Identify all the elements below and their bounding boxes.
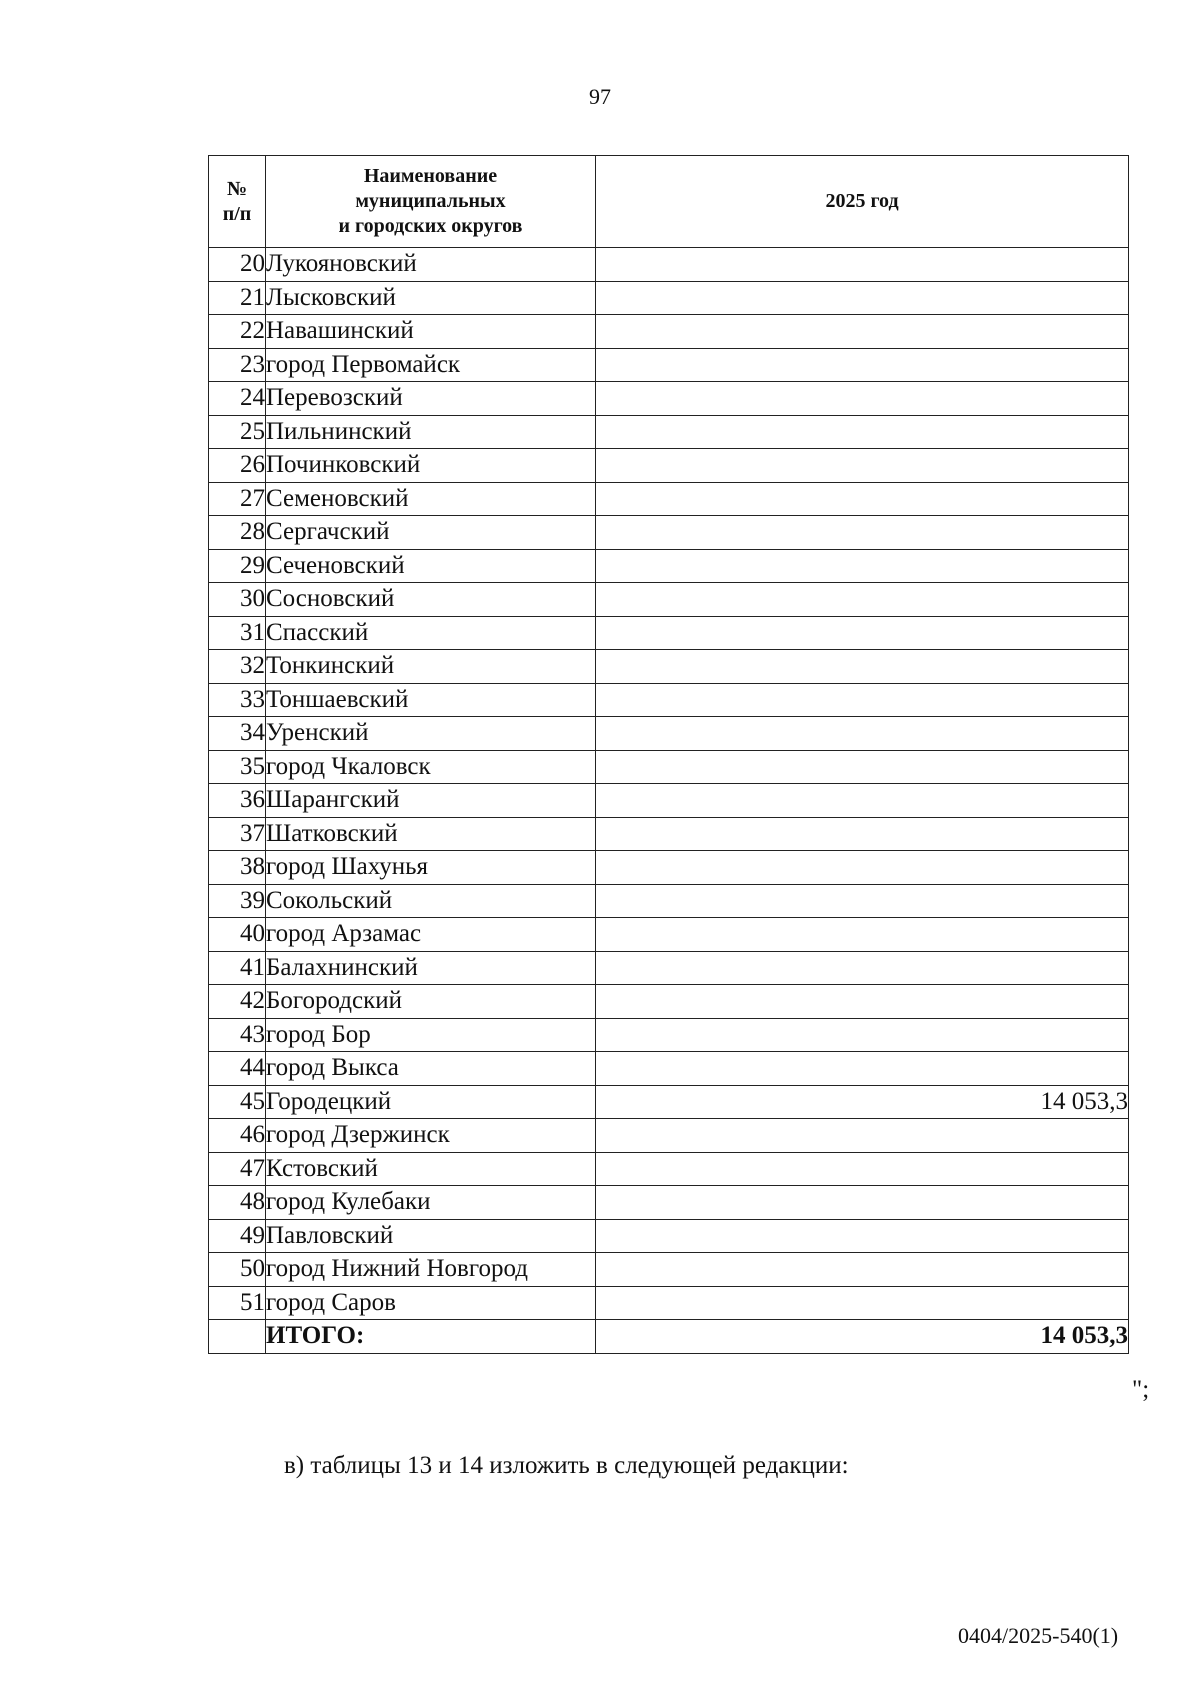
header-municipality-name: Наименование муниципальных и городских округов xyxy=(266,156,596,248)
table-row xyxy=(209,348,1129,382)
row-number: 42 xyxy=(209,985,266,1019)
row-municipality-name: город Бор xyxy=(266,1018,596,1052)
row-municipality-name: Шатковский xyxy=(266,817,596,851)
row-number: 29 xyxy=(209,549,266,583)
row-value-2025 xyxy=(596,583,1129,617)
table-body xyxy=(209,248,1129,1354)
row-municipality-name: город Саров xyxy=(266,1286,596,1320)
row-value-2025 xyxy=(596,717,1129,751)
row-value-2025 xyxy=(596,616,1129,650)
row-municipality-name: Городецкий xyxy=(266,1085,596,1119)
table-row xyxy=(209,1186,1129,1220)
row-number: 32 xyxy=(209,650,266,684)
table-row xyxy=(209,516,1129,550)
table-row xyxy=(209,1052,1129,1086)
row-number: 49 xyxy=(209,1219,266,1253)
row-value-2025 xyxy=(596,1052,1129,1086)
table-row xyxy=(209,884,1129,918)
row-municipality-name: город Кулебаки xyxy=(266,1186,596,1220)
row-value-2025 xyxy=(596,1018,1129,1052)
table-row xyxy=(209,750,1129,784)
row-value-2025 xyxy=(596,1186,1129,1220)
row-municipality-name: Спасский xyxy=(266,616,596,650)
page-number: 97 xyxy=(589,84,611,109)
row-value-2025 xyxy=(596,683,1129,717)
row-number: 46 xyxy=(209,1119,266,1153)
row-value-2025: 14 053,3 xyxy=(596,1085,1129,1119)
table-row xyxy=(209,281,1129,315)
table-row xyxy=(209,951,1129,985)
row-number: 40 xyxy=(209,918,266,952)
row-number: 35 xyxy=(209,750,266,784)
table-row xyxy=(209,449,1129,483)
row-municipality-name: Пильнинский xyxy=(266,415,596,449)
row-value-2025 xyxy=(596,482,1129,516)
total-number xyxy=(209,1320,266,1354)
row-value-2025 xyxy=(596,382,1129,416)
row-municipality-name: Павловский xyxy=(266,1219,596,1253)
row-municipality-name: город Выкса xyxy=(266,1052,596,1086)
row-number: 37 xyxy=(209,817,266,851)
table-row xyxy=(209,1085,1129,1119)
row-value-2025 xyxy=(596,348,1129,382)
row-municipality-name: Сокольский xyxy=(266,884,596,918)
row-number: 26 xyxy=(209,449,266,483)
row-municipality-name: Семеновский xyxy=(266,482,596,516)
row-municipality-name: Перевозский xyxy=(266,382,596,416)
table-row xyxy=(209,985,1129,1019)
closing-quote-mark: "; xyxy=(1132,1376,1150,1403)
row-number: 28 xyxy=(209,516,266,550)
row-number: 30 xyxy=(209,583,266,617)
table-row xyxy=(209,248,1129,282)
row-number: 39 xyxy=(209,884,266,918)
allocation-table xyxy=(208,155,1129,1354)
row-municipality-name: город Дзержинск xyxy=(266,1119,596,1153)
table-row xyxy=(209,583,1129,617)
row-municipality-name: Кстовский xyxy=(266,1152,596,1186)
row-number: 34 xyxy=(209,717,266,751)
row-value-2025 xyxy=(596,281,1129,315)
row-number: 33 xyxy=(209,683,266,717)
row-number: 44 xyxy=(209,1052,266,1086)
row-value-2025 xyxy=(596,784,1129,818)
row-municipality-name: Уренский xyxy=(266,717,596,751)
row-value-2025 xyxy=(596,549,1129,583)
row-value-2025 xyxy=(596,884,1129,918)
total-value: 14 053,3 xyxy=(596,1320,1129,1354)
table-row xyxy=(209,784,1129,818)
row-number: 43 xyxy=(209,1018,266,1052)
document-code: 0404/2025-540(1) xyxy=(958,1623,1119,1648)
total-label: ИТОГО: xyxy=(266,1320,596,1354)
row-value-2025 xyxy=(596,951,1129,985)
row-value-2025 xyxy=(596,449,1129,483)
table-row xyxy=(209,415,1129,449)
row-number: 47 xyxy=(209,1152,266,1186)
table-row xyxy=(209,1286,1129,1320)
row-municipality-name: Тонкинский xyxy=(266,650,596,684)
row-number: 25 xyxy=(209,415,266,449)
row-municipality-name: город Первомайск xyxy=(266,348,596,382)
table-row xyxy=(209,851,1129,885)
header-year-2025: 2025 год xyxy=(596,156,1129,248)
row-municipality-name: Сосновский xyxy=(266,583,596,617)
row-municipality-name: город Арзамас xyxy=(266,918,596,952)
row-value-2025 xyxy=(596,1219,1129,1253)
table-total-row xyxy=(209,1320,1129,1354)
row-municipality-name: Шарангский xyxy=(266,784,596,818)
row-municipality-name: Богородский xyxy=(266,985,596,1019)
row-value-2025 xyxy=(596,1152,1129,1186)
table-row xyxy=(209,1119,1129,1153)
table-row xyxy=(209,616,1129,650)
row-number: 21 xyxy=(209,281,266,315)
header-number: № п/п xyxy=(209,156,266,248)
row-municipality-name: город Чкаловск xyxy=(266,750,596,784)
row-value-2025 xyxy=(596,851,1129,885)
row-number: 24 xyxy=(209,382,266,416)
row-number: 38 xyxy=(209,851,266,885)
row-number: 45 xyxy=(209,1085,266,1119)
table-row xyxy=(209,482,1129,516)
row-municipality-name: Навашинский xyxy=(266,315,596,349)
row-value-2025 xyxy=(596,516,1129,550)
row-number: 20 xyxy=(209,248,266,282)
row-number: 23 xyxy=(209,348,266,382)
table-row xyxy=(209,650,1129,684)
table-row xyxy=(209,382,1129,416)
row-value-2025 xyxy=(596,750,1129,784)
row-number: 27 xyxy=(209,482,266,516)
row-number: 36 xyxy=(209,784,266,818)
row-municipality-name: Починковский xyxy=(266,449,596,483)
instruction-text: в) таблицы 13 и 14 изложить в следующей редакции: xyxy=(284,1452,849,1479)
row-municipality-name: город Нижний Новгород xyxy=(266,1253,596,1287)
row-value-2025 xyxy=(596,985,1129,1019)
row-value-2025 xyxy=(596,415,1129,449)
row-value-2025 xyxy=(596,918,1129,952)
row-value-2025 xyxy=(596,1253,1129,1287)
row-municipality-name: Балахнинский xyxy=(266,951,596,985)
table-row xyxy=(209,918,1129,952)
table-row xyxy=(209,1018,1129,1052)
table-row xyxy=(209,549,1129,583)
table-row xyxy=(209,683,1129,717)
row-municipality-name: город Шахунья xyxy=(266,851,596,885)
row-municipality-name: Лысковский xyxy=(266,281,596,315)
row-municipality-name: Лукояновский xyxy=(266,248,596,282)
row-number: 31 xyxy=(209,616,266,650)
table-row xyxy=(209,1152,1129,1186)
table-row xyxy=(209,1253,1129,1287)
table-row xyxy=(209,1219,1129,1253)
row-municipality-name: Сергачский xyxy=(266,516,596,550)
row-number: 48 xyxy=(209,1186,266,1220)
row-number: 50 xyxy=(209,1253,266,1287)
allocation-table-container xyxy=(208,155,1128,1354)
row-value-2025 xyxy=(596,817,1129,851)
row-number: 51 xyxy=(209,1286,266,1320)
row-value-2025 xyxy=(596,650,1129,684)
row-municipality-name: Тоншаевский xyxy=(266,683,596,717)
table-row xyxy=(209,817,1129,851)
row-municipality-name: Сеченовский xyxy=(266,549,596,583)
row-value-2025 xyxy=(596,1286,1129,1320)
row-number: 22 xyxy=(209,315,266,349)
row-value-2025 xyxy=(596,315,1129,349)
table-header-row xyxy=(209,156,1129,248)
row-number: 41 xyxy=(209,951,266,985)
row-value-2025 xyxy=(596,248,1129,282)
row-value-2025 xyxy=(596,1119,1129,1153)
table-row xyxy=(209,315,1129,349)
table-row xyxy=(209,717,1129,751)
